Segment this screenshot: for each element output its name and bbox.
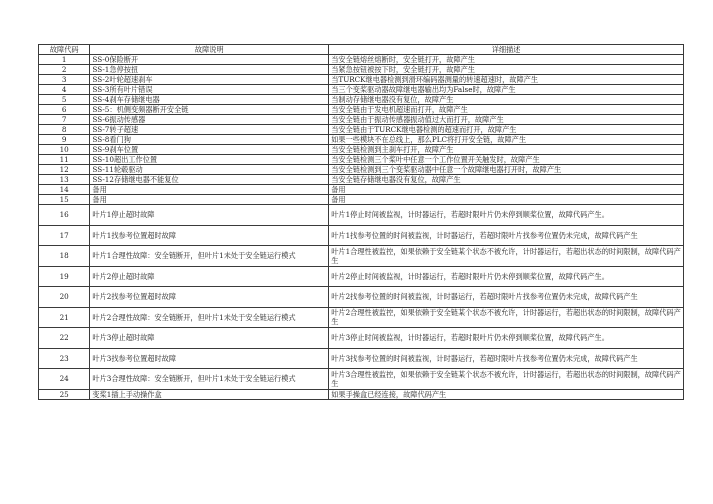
fault-code-cell: 11 (39, 155, 90, 165)
fault-code-cell: 23 (39, 348, 90, 369)
fault-description-cell: SS-1急停按扭 (90, 65, 329, 75)
detail-description-cell: 当安全链检测到主刹车打开，故障产生 (329, 145, 684, 155)
fault-description-cell: 叶片1找参考位置超时故障 (90, 225, 329, 246)
fault-description-cell: SS-9刹车位置 (90, 145, 329, 155)
fault-code-cell: 3 (39, 75, 90, 85)
detail-description-cell: 当安全链由于振动传感器振动值过大而打开，故障产生 (329, 115, 684, 125)
fault-description-cell: SS-7转子超速 (90, 125, 329, 135)
table-row (39, 369, 684, 390)
fault-description-cell: SS-0保险断开 (90, 55, 329, 65)
detail-description-cell: 叶片3找参考位置的时间被监视，计时器运行，若超时限叶片找参考位置仍未完成，故障代码产生 (329, 348, 684, 369)
detail-description-cell: 备用 (329, 195, 684, 205)
detail-description-cell: 叶片1找参考位置的时间被监视，计时器运行，若超时限叶片找参考位置仍未完成，故障代码产生 (329, 225, 684, 246)
table-row (39, 328, 684, 349)
table-row (39, 266, 684, 287)
detail-description-cell: 叶片2停止时间被监视，计时器运行，若超时限叶片仍未停到顺桨位置，故障代码产生。 (329, 266, 684, 287)
detail-description-cell: 当安全链由于发电机超速而打开，故障产生 (329, 105, 684, 115)
fault-code-cell: 22 (39, 328, 90, 349)
table-row (39, 65, 684, 75)
detail-description-cell: 当安全链熔丝熔断时，安全链打开，故障产生 (329, 55, 684, 65)
detail-description-cell: 叶片1合理性被监控，如果依赖于安全链某个状态不被允许，计时器运行，若超出状态的时间限制，故障代码产生 (329, 246, 684, 267)
fault-code-cell: 12 (39, 165, 90, 175)
fault-code-cell: 14 (39, 185, 90, 195)
table-row (39, 348, 684, 369)
table-row (39, 95, 684, 105)
detail-description-cell: 当制动存储继电器没有复位，故障产生 (329, 95, 684, 105)
table-row (39, 195, 684, 205)
detail-description-cell: 当三个变桨驱动器故障继电器输出均为False时，故障产生 (329, 85, 684, 95)
fault-code-cell: 15 (39, 195, 90, 205)
fault-description-cell: SS-4刹车存储继电器 (90, 95, 329, 105)
fault-code-cell: 8 (39, 125, 90, 135)
table-row (39, 185, 684, 195)
header-detail-description: 详细描述 (329, 45, 684, 55)
fault-code-cell: 19 (39, 266, 90, 287)
detail-description-cell: 当安全链检测三个桨叶中任意一个工作位置开关触发时，故障产生 (329, 155, 684, 165)
fault-code-cell: 21 (39, 307, 90, 328)
table-row (39, 205, 684, 226)
table-row (39, 307, 684, 328)
detail-description-cell: 当紧急按钮被按下时，安全链打开，故障产生 (329, 65, 684, 75)
fault-description-cell: 备用 (90, 185, 329, 195)
fault-description-cell: 叶片2合理性故障：安全链断开，但叶片1未处于安全链运行模式 (90, 307, 329, 328)
fault-description-cell: 叶片2停止超时故障 (90, 266, 329, 287)
detail-description-cell: 当TURCK继电器检测到滑环编码器测量的转速超速时，故障产生 (329, 75, 684, 85)
fault-code-cell: 13 (39, 175, 90, 185)
fault-code-cell: 6 (39, 105, 90, 115)
fault-description-cell: SS-5：机侧变频器断开安全链 (90, 105, 329, 115)
fault-code-cell: 17 (39, 225, 90, 246)
fault-description-cell: SS-2叶轮超速刹车 (90, 75, 329, 85)
header-fault-description: 故障说明 (90, 45, 329, 55)
detail-description-cell: 叶片2找参考位置的时间被监视，计时器运行，若超时限叶片找参考位置仍未完成，故障代码产生 (329, 287, 684, 308)
table-row (39, 165, 684, 175)
table-row (39, 75, 684, 85)
table-row (39, 246, 684, 267)
table-row (39, 105, 684, 115)
table-row (39, 115, 684, 125)
table-row (39, 389, 684, 399)
fault-code-cell: 1 (39, 55, 90, 65)
detail-description-cell: 叶片3停止时间被监视，计时器运行，若超时限叶片仍未停到顺桨位置，故障代码产生。 (329, 328, 684, 349)
fault-description-cell: 叶片2找参考位置超时故障 (90, 287, 329, 308)
table-row (39, 287, 684, 308)
fault-description-cell: SS-12存储继电器不能复位 (90, 175, 329, 185)
detail-description-cell: 叶片2合理性被监控，如果依赖于安全链某个状态不被允许，计时器运行，若超出状态的时间限制，故障代码产生 (329, 307, 684, 328)
fault-code-cell: 5 (39, 95, 90, 105)
fault-description-cell: 叶片3找参考位置超时故障 (90, 348, 329, 369)
detail-description-cell: 如果手操盒已经连接，故障代码产生 (329, 389, 684, 399)
fault-description-cell: 变桨1插上手动操作盒 (90, 389, 329, 399)
fault-description-cell: SS-10超出工作位置 (90, 155, 329, 165)
fault-code-cell: 4 (39, 85, 90, 95)
fault-description-cell: 叶片3合理性故障：安全链断开，但叶片1未处于安全链运行模式 (90, 369, 329, 390)
fault-code-cell: 16 (39, 205, 90, 226)
fault-description-cell: 备用 (90, 195, 329, 205)
header-fault-code: 故障代码 (39, 45, 90, 55)
fault-code-cell: 2 (39, 65, 90, 75)
detail-description-cell: 当安全链检测到三个变桨驱动器中任意一个故障继电器打开时，故障产生 (329, 165, 684, 175)
fault-code-cell: 9 (39, 135, 90, 145)
fault-code-cell: 18 (39, 246, 90, 267)
detail-description-cell: 备用 (329, 185, 684, 195)
table-header-row (39, 45, 684, 55)
fault-description-cell: 叶片3停止超时故障 (90, 328, 329, 349)
table-row (39, 175, 684, 185)
fault-code-cell: 7 (39, 115, 90, 125)
detail-description-cell: 当安全链存储继电器没有复位，故障产生 (329, 175, 684, 185)
table-row (39, 225, 684, 246)
detail-description-cell: 叶片1停止时间被监视，计时器运行，若超时限叶片仍未停到顺桨位置，故障代码产生。 (329, 205, 684, 226)
fault-code-table (38, 44, 684, 400)
fault-code-cell: 24 (39, 369, 90, 390)
fault-description-cell: SS-11轮毂驱动 (90, 165, 329, 175)
table-row (39, 135, 684, 145)
fault-code-cell: 25 (39, 389, 90, 399)
detail-description-cell: 当安全链由于TURCK继电器检测的超速而打开，故障产生 (329, 125, 684, 135)
fault-description-cell: SS-6振动传感器 (90, 115, 329, 125)
table-row (39, 85, 684, 95)
detail-description-cell: 叶片3合理性被监控，如果依赖于安全链某个状态不被允许，计时器运行，若超出状态的时间限制，故障代码产生 (329, 369, 684, 390)
table-row (39, 155, 684, 165)
fault-description-cell: 叶片1停止超时故障 (90, 205, 329, 226)
detail-description-cell: 如果一些模块不在总线上，那么PLC将打开安全链，故障产生 (329, 135, 684, 145)
fault-code-cell: 20 (39, 287, 90, 308)
fault-code-cell: 10 (39, 145, 90, 155)
fault-description-cell: 叶片1合理性故障：安全链断开，但叶片1未处于安全链运行模式 (90, 246, 329, 267)
table-row (39, 145, 684, 155)
fault-description-cell: SS-8看门狗 (90, 135, 329, 145)
fault-description-cell: SS-3所有叶片错误 (90, 85, 329, 95)
table-row (39, 125, 684, 135)
table-row (39, 55, 684, 65)
